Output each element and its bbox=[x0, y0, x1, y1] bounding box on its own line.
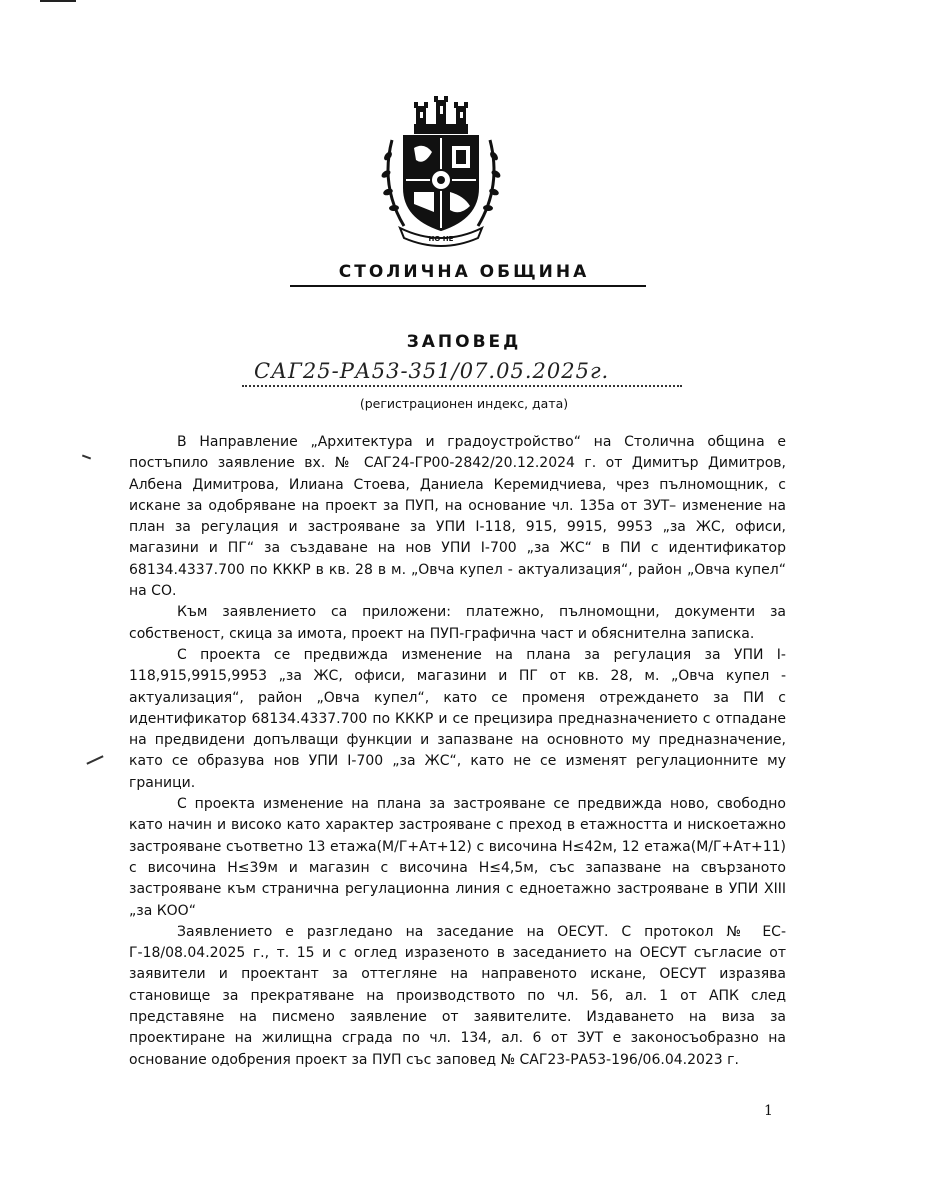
margin-pen-mark bbox=[82, 455, 91, 460]
page-number: 1 bbox=[764, 1103, 773, 1119]
body-paragraph: Към заявлението са приложени: платежно, пълномощни, документи за собственост, скица за имота, проект на ПУП-графична част и обяснителна записка. bbox=[129, 604, 786, 642]
document-body bbox=[129, 432, 786, 1071]
document-title: ЗАПОВЕД bbox=[406, 332, 522, 352]
body-paragraph: В Направление „Архитектура и градоустройство“ на Столична община е постъпило заявление вх. № САГ24-ГР00-2842/20.12.2024 г. от Димитър Димитров, Албена Димитрова, Илиана Стоева, Даниела Керемидчиева, чрез пълномощник, с искане за одобряване на проект за ПУП, на основание чл. 135а от ЗУТ– изменение на план за регулация и застрояване за УПИ I-118, 915, 9915, 9953 „за ЖС, офиси, магазини и ПГ“ за създаване на нов УПИ I-700 „за ЖС“ в ПИ с идентификатор 68134.4337.700 по КККР в кв. 28 в м. „Овча купел - актуализация“, район „Овча купел“ на СО. bbox=[129, 434, 786, 600]
scan-edge-mark bbox=[40, 0, 76, 2]
registration-number: САГ25-РА53-351/07.05.2025г. bbox=[254, 359, 610, 383]
body-paragraph: Заявлението е разгледано на заседание на ОЕСУТ. С протокол № ЕС-Г-18/08.04.2025 г., т. 15 и с оглед изразеното в заседанието на ОЕСУТ съгласие от заявители и проектант за оттегляне на направеното искане, ОЕСУТ изразява становище за прекратяване на производството по чл. 56, ал. 1 от АПК след представяне на писмено заявление от заявителите. Издаването на виза за проектиране на жилищна сграда по чл. 134, ал. 6 от ЗУТ е законосъобразно на основание одобрения проект за ПУП със заповед № САГ23-РА53-196/06.04.2023 г. bbox=[129, 923, 786, 1068]
registration-caption: (регистрационен индекс, дата) bbox=[359, 396, 569, 411]
margin-pen-mark bbox=[86, 755, 103, 764]
body-paragraph: С проекта изменение на плана за застрояване се предвижда ново, свободно като начин и високо като характер застрояване с преход в етажността и нискоетажно застрояване съответно 13 етажа(М/Г+Ат+12) с височина Н≤42м, 12 етажа(М/Г+Ат+11) с височина Н≤39м и магазин с височина Н≤4,5м, със запазване на свързаното застрояване към странична регулационна линия с едноетажно застрояване в УПИ XIII „за КОО“ bbox=[129, 796, 786, 919]
header-divider bbox=[290, 285, 646, 287]
organization-name: СТОЛИЧНА ОБЩИНА bbox=[338, 262, 590, 282]
registration-number-line bbox=[242, 359, 682, 387]
body-paragraph: С проекта се предвижда изменение на плана за регулация за УПИ I-118,915,9915,9953 „за ЖС, офиси, магазини и ПГ от кв. 28, м. „Овча купел - актуализация“, район „Овча купел“, като се променя отреждането за ПИ с идентификатор 68134.4337.700 по КККР и се прецизира предназначението с отпадане на предвидени допълващи функции и запазване на основното му предназначение, като се образува нов УПИ I-700 „за ЖС“, като не се изменят регулационните му граници. bbox=[129, 646, 786, 791]
sofia-coat-of-arms-icon bbox=[374, 96, 508, 248]
svg-text:НО НЕ: НО НЕ bbox=[428, 235, 454, 243]
dotted-fill-line bbox=[242, 385, 682, 387]
